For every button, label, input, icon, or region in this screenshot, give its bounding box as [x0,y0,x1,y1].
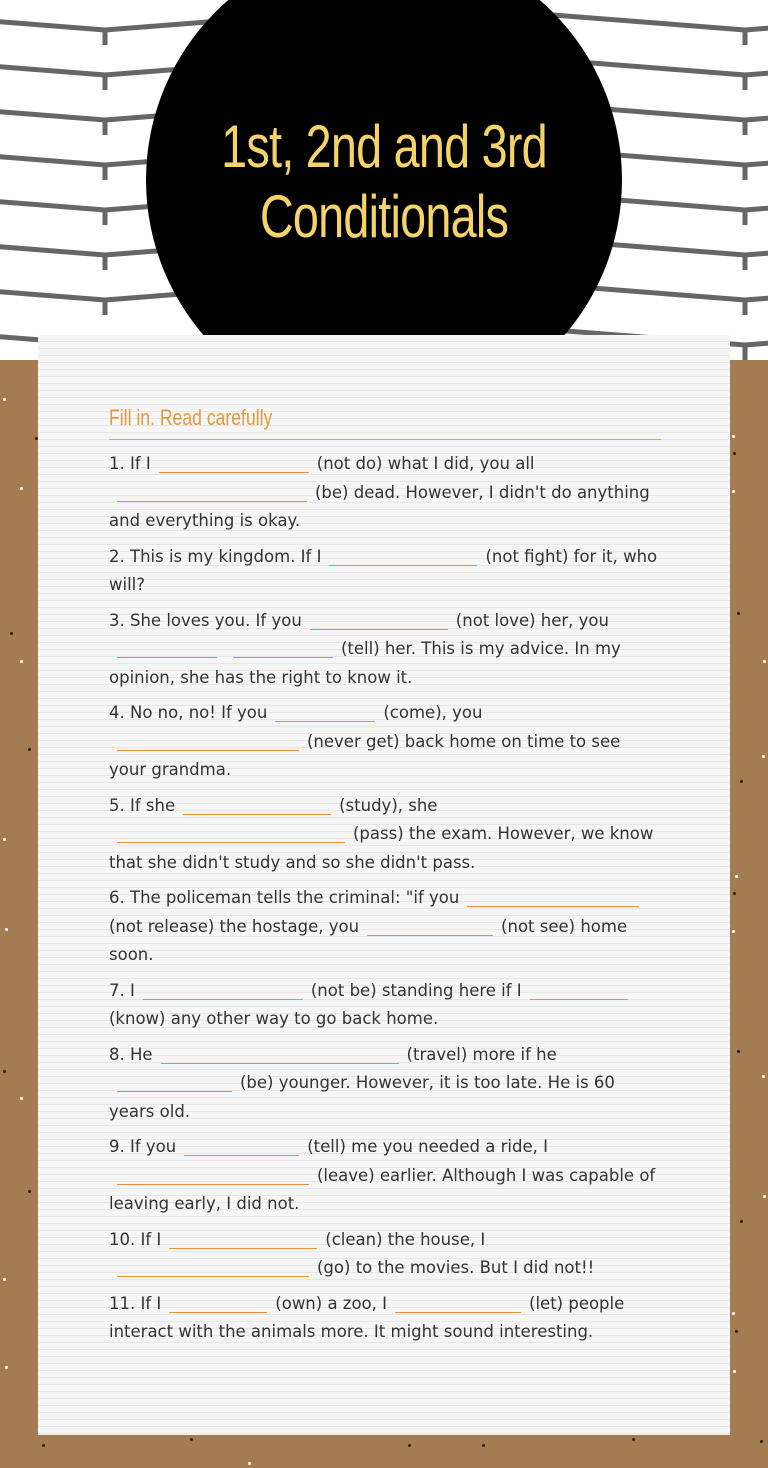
dot [190,1438,193,1441]
dot [732,435,735,438]
question-text: (let) people interact with the animals more. It might sound interesting. [109,1293,625,1341]
answer-blank[interactable] [161,1045,399,1064]
answer-blank[interactable] [169,1294,267,1313]
question-text: (not be) standing here if I [310,980,522,1000]
question-item [109,543,661,600]
dot [762,1075,765,1078]
question-text: 11. If I [109,1293,162,1313]
answer-blank[interactable] [117,1073,232,1092]
answer-blank[interactable] [233,639,333,658]
dot [732,490,735,493]
dot [732,1312,735,1315]
answer-blank[interactable] [117,639,217,658]
answer-blank[interactable] [117,732,299,751]
question-item [109,1041,661,1127]
dot [733,1370,736,1373]
question-text: 2. This is my kingdom. If I [109,546,322,566]
title-line-2: Conditionals [259,183,509,250]
dot [737,1050,740,1053]
question-item [109,884,661,970]
dot [740,1220,743,1223]
answer-blank[interactable] [310,611,448,630]
dot [20,487,23,490]
answer-blank[interactable] [395,1294,521,1313]
question-text: 3. She loves you. If you [109,610,302,630]
question-text: 7. I [109,980,135,1000]
question-text: (travel) more if he [406,1044,557,1064]
question-text: (own) a zoo, I [275,1293,388,1313]
question-text: (leave) earlier. Although I was capable of leaving early, I did not. [109,1165,656,1213]
dot [732,930,735,933]
answer-blank[interactable] [169,1230,317,1249]
question-item [109,792,661,878]
question-text: (pass) the exam. However, we know that she didn't study and so she didn't pass. [109,824,654,872]
question-text: (be) younger. However, it is too late. He is 60 years old. [109,1073,615,1121]
dot [482,1444,485,1447]
dot [28,1190,31,1193]
answer-blank[interactable] [117,483,307,502]
dot [735,875,738,878]
question-text: (know) any other way to go back home. [109,1009,439,1028]
question-text: (clean) the house, I [325,1229,486,1249]
question-item [109,977,661,1034]
question-item [109,699,661,785]
heading-divider [109,439,661,440]
question-text: 9. If you [109,1137,177,1156]
answer-blank[interactable] [467,888,639,907]
question-text: (go) to the movies. But I did not!! [317,1258,595,1277]
question-text: (not fight) for it, who will? [109,546,658,594]
dot [42,1444,45,1447]
page-title [198,112,569,252]
answer-blank[interactable] [117,1258,309,1277]
worksheet-paper [38,335,730,1435]
dot [763,660,766,663]
dot [733,452,736,455]
answer-blank[interactable] [329,547,477,566]
question-item [109,607,661,693]
question-text: 5. If she [109,795,176,815]
dot [737,612,740,615]
dot [20,660,23,663]
question-text: (not see) home soon. [109,916,628,964]
answer-blank[interactable] [367,917,493,936]
question-text: 8. He [109,1044,153,1064]
question-text: 4. No no, no! If you [109,703,268,722]
dot [632,1438,635,1441]
dot [760,1440,763,1443]
dot [733,892,736,895]
question-text: (tell) me you needed a ride, I [307,1137,548,1156]
header-background [0,0,768,360]
question-text: 1. If I [109,454,151,473]
instructions-heading: Fill in. Read carefully [109,405,273,430]
question-text: (study), she [339,795,438,815]
dot [20,1097,23,1100]
question-item [109,1226,661,1283]
question-item [109,1133,661,1219]
question-text: (not release) the hostage, you [109,916,360,936]
question-text: 10. If I [109,1229,162,1249]
dot [248,1462,251,1465]
answer-blank[interactable] [159,454,309,473]
dot [5,928,8,931]
dot [735,1330,738,1333]
answer-blank[interactable] [117,824,345,843]
answer-blank[interactable] [184,1137,299,1156]
question-text: (never get) back home on time to see your grandma. [109,731,621,779]
title-line-1: 1st, 2nd and 3rd [221,113,547,180]
answer-blank[interactable] [143,981,303,1000]
question-text: (not do) what I did, you all [316,454,535,473]
question-list [109,450,661,1347]
question-item [109,450,661,536]
answer-blank[interactable] [275,703,375,722]
question-text: (not love) her, you [455,610,609,630]
dot [3,1278,6,1281]
question-text: 6. The policeman tells the criminal: "if you [109,888,460,907]
dot [10,632,13,635]
answer-blank[interactable] [530,981,628,1000]
question-text: (tell) her. This is my advice. In my opinion, she has the right to know it. [109,639,621,687]
dot [3,398,6,401]
dot [28,748,31,751]
answer-blank[interactable] [117,1166,309,1185]
dot [5,1366,8,1369]
question-item [109,1290,661,1347]
dot [762,755,765,758]
dot [3,838,6,841]
dot [3,1070,6,1073]
dot [763,1195,766,1198]
dot [740,780,743,783]
question-text: (come), you [383,703,483,722]
dot [408,1444,411,1447]
answer-blank[interactable] [183,796,331,815]
question-text: (be) dead. However, I didn't do anything and everything is okay. [109,482,650,530]
